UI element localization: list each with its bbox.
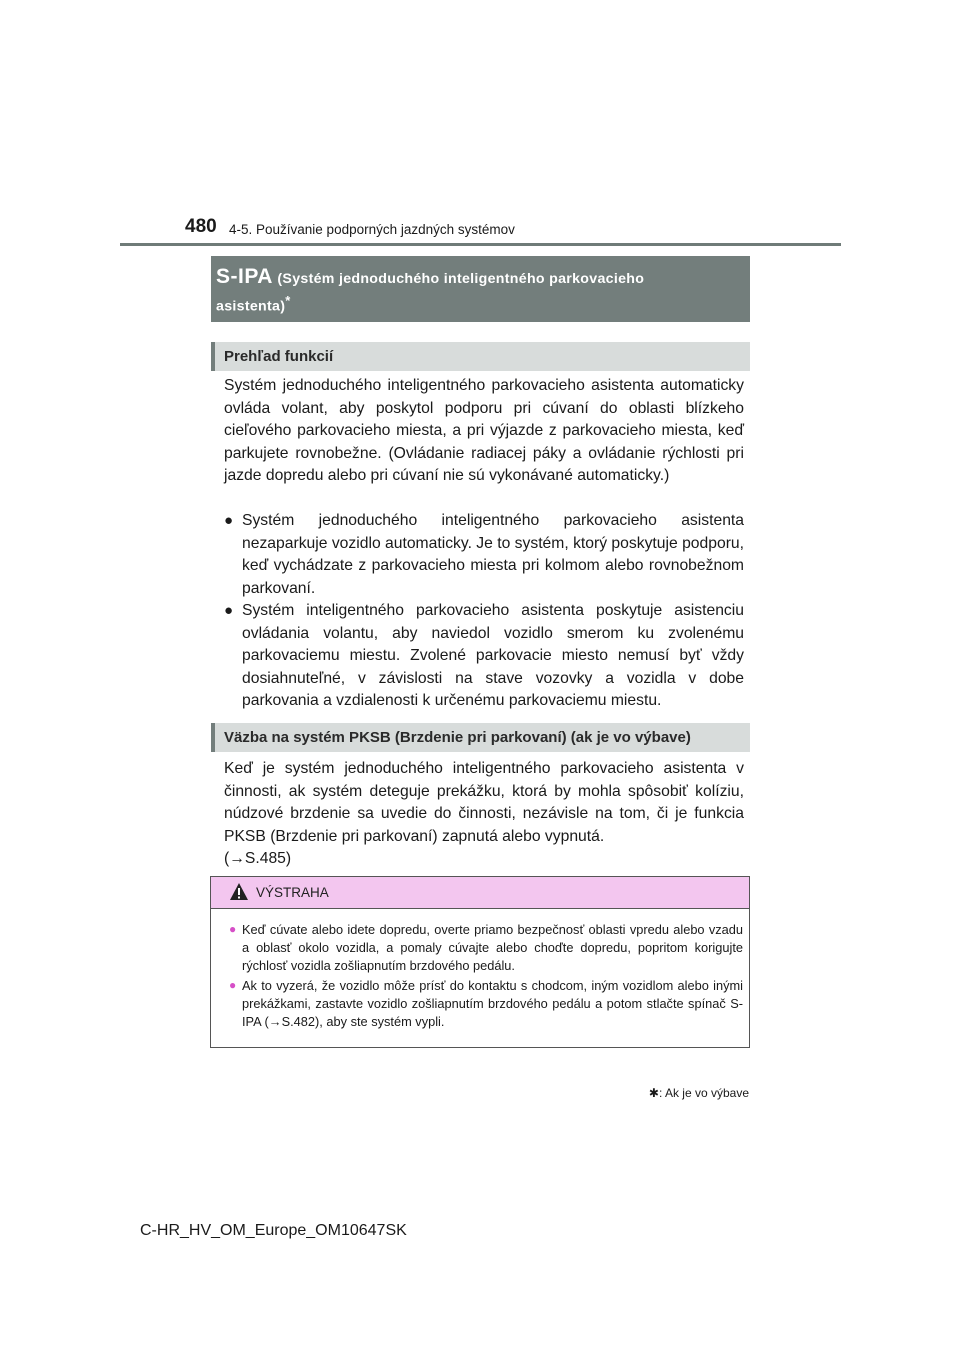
overview-paragraph: Systém jednoduchého inteligentného parkovacieho asistenta automaticky ovláda volant, aby poskytol podporu pri cúvaní do oblasti blízkeho cieľového parkovacieho miesta, a pri výjazde z parkovacieho miesta, keď parkujete rovnobežne. (Ovládanie radiacej páky a ovládanie rýchlosti pri jazde dopredu alebo pri cúvaní nie sú vykonávané automaticky.) <box>224 377 744 484</box>
section-heading-overview: Prehľad funkcií <box>211 342 750 371</box>
bullet-icon: ● <box>229 922 237 936</box>
document-footer: C-HR_HV_OM_Europe_OM10647SK <box>140 1222 407 1239</box>
bullet-icon: ● <box>224 512 234 529</box>
title-banner <box>211 256 750 322</box>
page-number: 480 <box>185 216 217 237</box>
list-item: ● Systém inteligentného parkovacieho asistenta poskytuje asistenciu ovládania volantu, aby naviedol vozidlo smerom ku zvolenému parkovaciemu miestu. Zvolené parkovacie miesto nemusí byť vždy dosiahnuteľné, v závislosti na stave vozovky a vozidla v dobe parkovania a vzdialenosti k určenému parkovaciemu miestu. <box>224 602 744 709</box>
warning-header <box>211 877 749 909</box>
bullet-icon: ● <box>229 978 237 992</box>
section-heading-pksb: Väzba na systém PKSB (Brzdenie pri parkovaní) (ak je vo výbave) <box>211 723 750 752</box>
footnote: ✱: Ak je vo výbave <box>648 1086 749 1100</box>
title-subtitle: (Systém jednoduchého inteligentného parkovacieho <box>277 271 645 287</box>
warning-box <box>210 876 750 1048</box>
cross-reference-link[interactable]: (→S.485) <box>224 850 292 867</box>
header-divider <box>120 243 841 246</box>
warning-triangle-icon <box>229 882 249 901</box>
title-subtitle-line2: asistenta)* <box>216 293 291 315</box>
warning-label: VÝSTRAHA <box>256 885 329 900</box>
bullet-icon: ● <box>224 602 234 619</box>
title-main: S-IPA <box>216 265 273 288</box>
warning-item: ● Ak to vyzerá, že vozidlo môže prísť do kontaktu s chodcom, iným vozidlom alebo inými prekážkami, zastavte vozidlo zošliapnutím brzdového pedálu a potom stlačte spínač S-IPA (→S.482), aby ste systém vypli. <box>229 978 743 1029</box>
warning-item: ● Keď cúvate alebo idete dopredu, overte priamo bezpečnosť oblasti vpredu alebo vzadu a oblasť okolo vozidla, a pomaly cúvajte alebo choďte dopredu, popritom korigujte rýchlosť vozidla zošliapnutím brzdového pedálu. <box>229 922 743 973</box>
list-item: ● Systém jednoduchého inteligentného parkovacieho asistenta nezaparkuje vozidlo automaticky. Je to systém, ktorý poskytuje podporu, keď vychádzate z parkovacieho miesta pri kolmom alebo rovnobežnom parkovaní. <box>224 512 744 597</box>
pksb-paragraph: Keď je systém jednoduchého inteligentného parkovacieho asistenta v činnosti, ak systém deteguje prekážku, ktorá by mohla spôsobiť kolíziu, núdzové brzdenie sa uvedie do činnosti, nezávisle na tom, či je funkcia PKSB (Brzdenie pri parkovaní) zapnutá alebo vypnutá. (→S.485) <box>224 760 744 867</box>
running-header: 4-5. Používanie podporných jazdných systémov <box>229 222 515 237</box>
footnote-mark: * <box>285 293 291 308</box>
